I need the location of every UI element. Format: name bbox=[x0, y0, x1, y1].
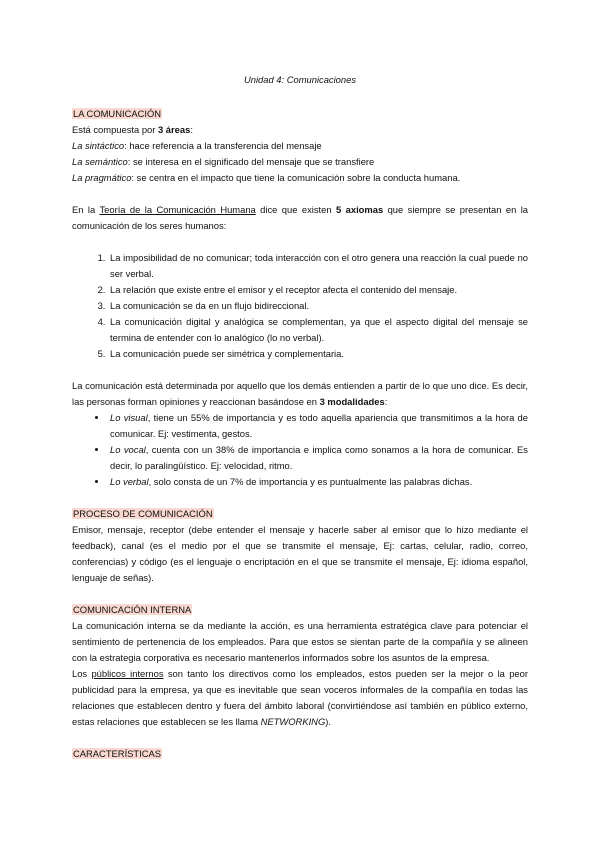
modalities-list bbox=[72, 410, 528, 490]
list-item: • Lo vocal, cuenta con un 38% de importancia e implica como sonamos a la hora de comunicar. Es decir, lo paralingüístico. Ej: velocidad, ritmo. bbox=[108, 442, 528, 474]
area-sintactico: La sintáctico: hace referencia a la transferencia del mensaje bbox=[72, 140, 322, 151]
list-item: 5. La comunicación puede ser simétrica y complementaria. bbox=[108, 346, 528, 362]
areas-intro: Está compuesta por 3 áreas: bbox=[72, 124, 193, 135]
document-title: Unidad 4: Comunicaciones bbox=[243, 74, 357, 85]
section-heading-proceso bbox=[72, 506, 528, 522]
list-item: 4. La comunicación digital y analógica se complementan, ya que el aspecto digital del mensaje se termina de entender con lo analógico (lo no verbal). bbox=[108, 314, 528, 346]
section-heading-interna bbox=[72, 602, 528, 618]
heading-highlight: LA COMUNICACIÓN bbox=[73, 108, 162, 119]
heading-highlight: COMUNICACIÓN INTERNA bbox=[73, 604, 192, 615]
modalities-intro: La comunicación está determinada por aquello que los demás entienden a partir de lo que uno dice. Es decir, las personas forman opiniones y reaccionan basándose en 3 modalidades: bbox=[72, 380, 528, 407]
section-heading-caracteristicas bbox=[72, 746, 528, 762]
proceso-paragraph: Emisor, mensaje, receptor (debe entender el mensaje y hacerle saber al emisor que lo hizo mediante el feedback), canal (es el medio por el que se transmite el mensaje, Ej: cartas, celular, radio, correo, conferencias) y código (es el lenguaje o encriptación en el que se transmite el mensaje, Ej: idioma español, lenguaje de señas). bbox=[72, 524, 528, 583]
theory-paragraph: En la Teoría de la Comunicación Humana dice que existen 5 axiomas que siempre se presentan en la comunicación de los seres humanos: bbox=[72, 204, 529, 231]
list-item: • Lo verbal, solo consta de un 7% de importancia y es puntualmente las palabras dichas. bbox=[108, 474, 528, 490]
list-item: 2. La relación que existe entre el emisor y el receptor afecta el contenido del mensaje. bbox=[108, 282, 528, 298]
axioms-list bbox=[72, 250, 528, 362]
section-heading-comunicacion bbox=[72, 106, 528, 122]
interna-paragraph-2: Los públicos internos son tanto los directivos como los empleados, estos pueden ser la mejor o la peor publicidad para la empresa, ya que es inevitable que sean voceros informales de la compañía en todas las relaciones que establecen dentro y fuera del ámbito laboral (convirtiéndose así también en público externo, estas relaciones que establecen se les llama NETWORKING). bbox=[72, 668, 528, 727]
heading-highlight: CARACTERÍSTICAS bbox=[73, 748, 162, 759]
list-item: 3. La comunicación se da en un flujo bidireccional. bbox=[108, 298, 528, 314]
area-pragmatico: La pragmático: se centra en el impacto que tiene la comunicación sobre la conducta humana. bbox=[72, 172, 461, 183]
list-item: 1. La imposibilidad de no comunicar; toda interacción con el otro genera una reacción la cual puede no ser verbal. bbox=[108, 250, 528, 282]
heading-highlight: PROCESO DE COMUNICACIÓN bbox=[73, 508, 213, 519]
theory-link: Teoría de la Comunicación Humana bbox=[99, 204, 256, 215]
interna-paragraph-1: La comunicación interna se da mediante la acción, es una herramienta estratégica clave para potenciar el sentimiento de pertenencia de los empleados. Para que estos se sientan parte de la compañía y se alineen con la estrategia corporativa es necesario mantenerlos informados sobre los asuntos de la empresa. bbox=[72, 620, 528, 663]
area-semantico: La semántico: se interesa en el significado del mensaje que se transfiere bbox=[72, 156, 375, 167]
list-item: • Lo visual, tiene un 55% de importancia y es todo aquella apariencia que transmitimos a la hora de comunicar. Ej: vestimenta, gestos. bbox=[108, 410, 528, 442]
publicos-internos-link: públicos internos bbox=[91, 668, 164, 679]
